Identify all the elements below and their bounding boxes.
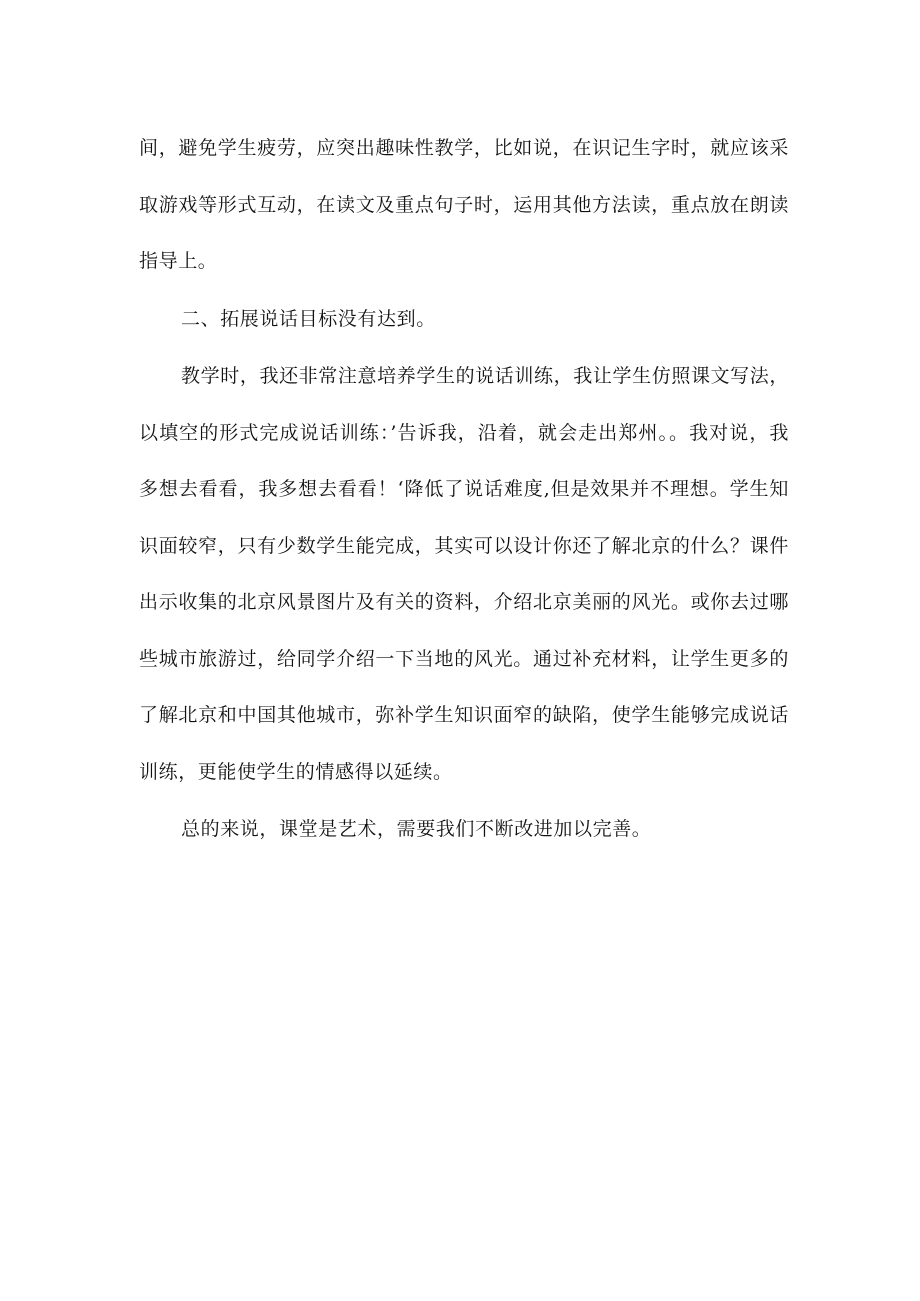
- document-body: [139, 120, 789, 858]
- section-heading: 二、拓展说话目标没有达到。: [181, 307, 436, 330]
- paragraph-body: 教学时，我还非常注意培养学生的说话训练，我让学生仿照课文写法，以填空的形式完成说话训练：’告诉我，沿着，就会走出郑州。。我对说，我多想去看看，我多想去看看！‘降低了说话难度,但是效果并不理想。学生知识面较窄，只有少数学生能完成，其实可以设计你还了解北京的什么？课件出示收集的北京风景图片及有关的资料，介绍北京美丽的风光。或你去过哪些城市旅游过，给同学介绍一下当地的风光。通过补充材料，让学生更多的了解北京和中国其他城市，弥补学生知识面窄的缺陷，使学生能够完成说话训练，更能使学生的情感得以延续。: [139, 365, 789, 783]
- paragraph-continuation: 间，避免学生疲劳，应突出趣味性教学，比如说，在识记生字时，就应该采取游戏等形式互动，在读文及重点句子时，运用其他方法读，重点放在朗读指导上。: [139, 137, 789, 272]
- paragraph-conclusion: 总的来说，课堂是艺术，需要我们不断改进加以完善。: [181, 818, 652, 840]
